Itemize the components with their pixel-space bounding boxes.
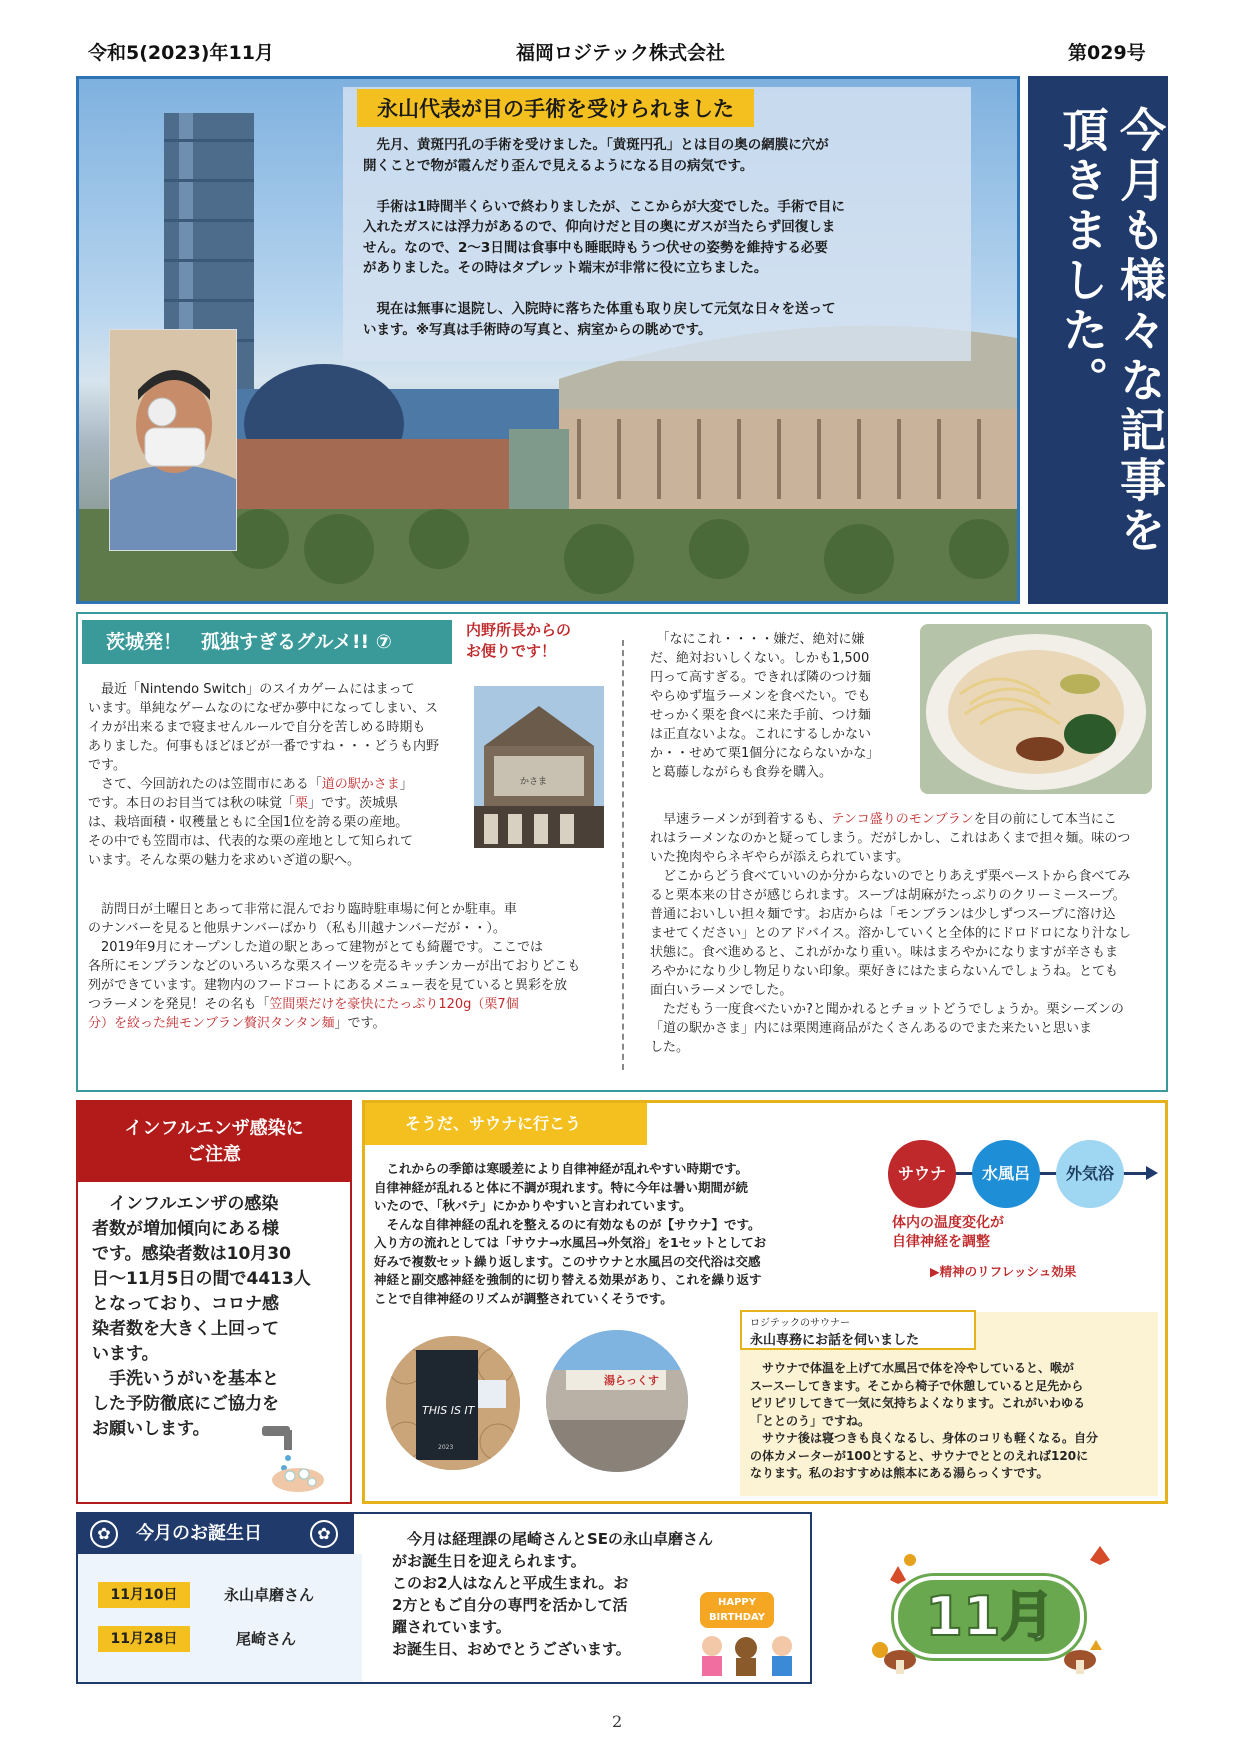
sauna-flow-arrow-icon [1146,1166,1158,1180]
birthday-name-2: 尾崎さん [236,1630,297,1648]
handwash-icon [254,1420,334,1496]
top-photo-panel [76,76,1020,604]
birthday-body: 今月は経理課の尾崎さんとSEの永山卓磨さん がお誕生日を迎えられます。 このお2人はなんと平成生まれ。お 2方ともご自分の専門を活かして活 躍されています。 お誕生日、おめでとうございます。 [392,1530,714,1658]
autumn-leaves-icon [840,1540,1140,1690]
flow-caption: 体内の温度変化が 自律神経を調整 [892,1215,1004,1250]
flower-icon: ✿ [90,1520,118,1548]
birthday-list-bg [78,1554,362,1682]
montblanc-highlight: テンコ盛りのモンブラン [831,812,974,827]
birthday-name-1: 永山卓磨さん [224,1586,315,1604]
article-body: 先月、黄斑円孔の手術を受けました。「黄斑円孔」とは目の奥の網膜に穴が 開くことで物が霞んだり歪んで見えるようになる目の病気です。 手術は1時間半くらいで終わりましたが、ここからが大変でした。手術で目に 入れたガスには浮力があるので、仰向けだと目の奥にガスが当たらず回復しま せん。なので、2～3日間は食事中も睡眠時もうつ伏せの姿勢を維持する必要 がありました。その時はタブレット端末が非常に役に立ちました。 現在は無事に退院し、入院時に落ちた体重も取り戻して元気な日々を送って います。※写真は手術時の写真と、病室からの眺めです。 [363,137,845,338]
surgery-portrait-photo [109,329,237,551]
flow-cold-bath: 水風呂 [972,1140,1040,1208]
sauna-body: これからの季節は寒暖差により自律神経が乱れやすい時期です。 自律神経が乱れると体に不調が現れます。特に今年は暑い期間が続 いたので、「秋バテ」にかかりやすいと言われています。 そんな自律神経の乱れを整えるのに有効なものが【サウナ】です。 入り方の流れとしては「サウナ→水風呂→外気浴」を1セットとしてお 好みで複数セット繰り返します。このサウナと水風呂の交代浴は交感 神経と副交感神経を強制的に切り替える効果があり、これを繰り返す ことで自律神経のリズムが調整されていくそうです。 [374,1161,767,1306]
flow-refresh-caption: ▶精神のリフレッシュ効果 [930,1264,1077,1279]
birthday-date-1: 11月10日 [98,1582,190,1608]
gourmet-paragraph-3: 訪問日が土曜日とあって非常に混んでおり臨時駐車場に何とか駐車。車 のナンバーを見ると他県ナンバーばかり（私も川越ナンバーだが・・）。 2019年9月にオープンした道の駅とあって建物がとても綺麗です。ここでは 各所にモンブランなどのいろいろな栗スイーツを売るキッチンカーが出ておりどこも 列ができています。建物内のフードコートにあるメニュー表を見ていると異彩を放 つラーメンを発見！その名も「笠間栗だけを豪快にたっぷり120g（栗7個 分）を絞った純モンブラン贅沢タンタン麺」です。 [88,902,581,1031]
side-banner [1028,76,1168,604]
flow-outdoor-air: 外気浴 [1056,1140,1124,1208]
interview-body: サウナで体温を上げて水風呂で体を冷やしていると、喉が スースーしてきます。そこから椅子で休憩していると足先から ピリピリしてきて一気に気持ちよくなります。これがいわゆる 「ととのう」ですね。 サウナ後は寝つきも良くなるし、身体のコリも軽くなる。自分 の体カメーターが100とすると、サウナでととのえれば120に なります。私のおすすめは熊本にある湯らっくすです。 [750,1361,1099,1480]
happy-birthday-badge [700,1592,774,1628]
flow-sauna: サウナ [888,1140,956,1208]
flower-icon-right: ✿ [310,1520,338,1548]
gourmet-intro [88,680,470,870]
page-number: 2 [612,1712,623,1731]
gourmet-paragraph-1: 最近「Nintendo Switch」のスイカゲームにはまって います。単純なゲームなのになぜか夢中になってしまい、ス イカが出来るまで寝ませんルールで自分を苦しめる時期も ありました。何事もほどほどが一番ですね・・・どうも内野 です。 [88,682,440,773]
influenza-title: インフルエンザ感染に ご注意 [78,1102,350,1182]
sauna-photo-2 [546,1330,688,1472]
birthday-characters-icon [690,1628,800,1678]
chestnut-word: 栗 [294,796,308,811]
sauna-title: そうだ、サウナに行こう [365,1103,647,1145]
gourmet-quote: 「なにこれ・・・・嫌だ、絶対に嫌 だ、絶対おいしくない。しかも1,500 円って高すぎる。できれば隣のつけ麺 やらゆず塩ラーメンを食べたい。でも せっかく栗を食べに来た手前、つけ麺 は正直ないよな。これにするしかない か・・せめて栗1個分にならないかな」 と葛藤しながらも食券を購入。 [650,632,880,780]
michinoeki-kasama-link: 道の駅かさま [321,777,400,792]
birthday-date-2: 11月28日 [98,1626,190,1652]
ramen-photo [920,624,1152,794]
interview-header [740,1310,976,1350]
company-name: 福岡ロジテック株式会社 [516,42,726,64]
column-divider [622,640,624,1070]
influenza-body: インフルエンザの感染 者数が増加傾向にある様 です。感染者数は10月30 日～11月5日の間で4413人 となっており、コロナ感 染者数を大きく上回って います。 手洗いうがいを基本と した予防徹底にご協力を お願いします。 [92,1194,311,1439]
station-photo [474,686,604,848]
interview-title: 永山専務にお話を伺いました [750,1333,920,1348]
sauna-photo-year: 2023 [438,1444,454,1451]
station-sign: かさま [520,777,548,787]
article-title: 永山代表が目の手術を受けられました [357,89,754,127]
issue-date: 令和5(2023)年11月 [88,42,274,64]
sauna-photo-text: THIS IS IT [422,1404,475,1417]
interview-label: ロジテックのサウナー [750,1318,850,1329]
ramen-name: 笠間栗だけを豪快にたっぷり120g（栗7個 分）を絞った純モンブラン贅沢タンタン麺 [88,997,519,1031]
happy-birthday-text: HAPPY BIRTHDAY [708,1597,766,1623]
birthday-title: 今月のお誕生日 [136,1523,262,1544]
gourmet-review: 早速ラーメンが到着するも、テンコ盛りのモンブランを目の前にして本当にこ れはラーメンなのかと疑ってしまう。だがしかし、これはあくまで担々麺。味のつ いた挽肉やらネギやらが添えられています。 どこからどう食べていいのか分からないのでとりあえず栗ペーストから食べてみ ると栗本来の甘さが感じられます。スープは胡麻がたっぷりのクリーミースープ。 普通においしい担々麺です。お店からは「モンブランは少しずつスープに溶け込 ませてください」とのアドバイス。溶かしていくと全体的にドロドロになり汁なし 状態に。食べ進めると、これがかなり重い。味はまろやかになりますが辛さもま ろやかになり少し物足りない印象。栗好きにはたまらないんでしょうね。とても 面白いラーメンでした。 ただもう一度食べたいか?と聞かれるとチョットどうでしょうか。栗シーズンの 「道の駅かさま」内には栗関連商品がたくさんあるのでまた来たいと思いま した。 [650,812,1132,1055]
issue-number: 第029号 [1068,42,1146,64]
november-label: 11月 [925,1585,1055,1648]
side-banner-text: 今月も様々な記事を頂きました。 [1055,106,1167,556]
sauna-photo-1 [386,1336,520,1470]
gourmet-from: 内野所長からの お便りです！ [466,621,572,660]
sauna-sign-text: 湯らっくす [604,1374,659,1387]
gourmet-paragraph-2: さて、今回訪れたのは笠間市にある「道の駅かさま」 です。本日のお目当ては秋の味覚「栗」です。茨城県 は、栽培面積・収穫量ともに全国1位を誇る栗の産地。 その中でも笠間市は、代表的な栗の産地として知られて います。そんな栗の魅力を求めいざ道の駅へ。 [88,777,414,868]
gourmet-title: 茨城発！ 孤独すぎるグルメ!! ⑦ [82,620,452,664]
